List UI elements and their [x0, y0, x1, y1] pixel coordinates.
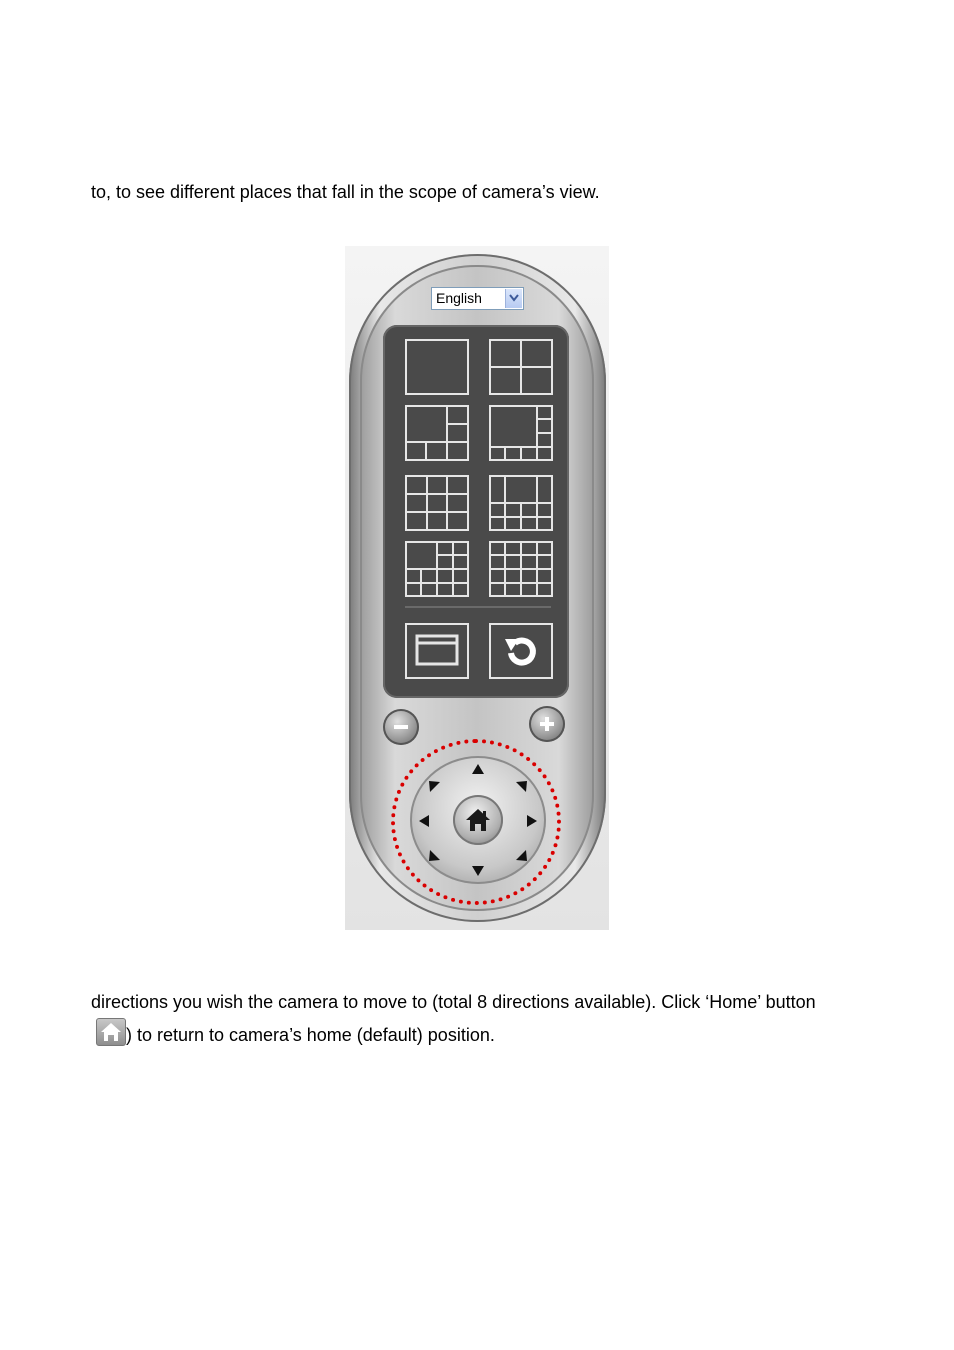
layout-4-view-button[interactable] [489, 339, 553, 395]
minus-icon [391, 717, 411, 737]
pan-down-right-button[interactable] [514, 848, 530, 864]
arrow-down-left-icon [426, 848, 442, 864]
pan-down-button[interactable] [470, 862, 486, 878]
panel-divider [405, 606, 551, 608]
language-select[interactable] [431, 287, 524, 310]
zoom-out-button[interactable] [383, 709, 419, 745]
arrow-up-left-icon [426, 778, 442, 794]
pan-down-left-button[interactable] [426, 848, 442, 864]
paragraph-top: to, to see different places that fall in the scope of camera’s view. [91, 182, 600, 202]
layout-12-view-button[interactable] [405, 541, 469, 597]
arrow-left-icon [416, 813, 432, 829]
layout-13-icon [489, 475, 553, 531]
home-icon [96, 1018, 126, 1046]
chevron-down-icon[interactable] [505, 289, 522, 308]
pan-left-button[interactable] [416, 813, 432, 829]
pan-up-button[interactable] [470, 762, 486, 778]
layout-16-icon [489, 541, 553, 597]
layout-6-view-button[interactable] [405, 405, 469, 461]
layout-12-icon [405, 541, 469, 597]
layout-9-view-button[interactable] [405, 475, 469, 531]
home-icon [464, 806, 492, 834]
layout-1-view-button[interactable] [405, 339, 469, 395]
window-icon [405, 623, 469, 679]
language-select-value: English [436, 290, 482, 306]
arrow-up-icon [470, 762, 486, 778]
pan-up-left-button[interactable] [426, 778, 442, 794]
refresh-button[interactable] [489, 623, 553, 679]
pan-right-button[interactable] [524, 813, 540, 829]
paragraph-bottom-line1: directions you wish the camera to move to (total 8 directions available). Click ‘Home’ button [91, 992, 816, 1012]
arrow-right-icon [524, 813, 540, 829]
layout-8-view-button[interactable] [489, 405, 553, 461]
plus-icon [537, 714, 557, 734]
direction-pad[interactable] [410, 756, 546, 884]
layout-8-icon [489, 405, 553, 461]
pan-up-right-button[interactable] [514, 778, 530, 794]
layout-16-view-button[interactable] [489, 541, 553, 597]
arrow-up-right-icon [514, 778, 530, 794]
camera-control-panel [345, 246, 609, 930]
zoom-in-button[interactable] [529, 706, 565, 742]
full-screen-button[interactable] [405, 623, 469, 679]
paragraph-bottom-line2: ) to return to camera’s home (default) position. [126, 1025, 495, 1045]
layout-6-icon [405, 405, 469, 461]
layout-9-icon [405, 475, 469, 531]
refresh-icon [489, 623, 553, 679]
arrow-down-right-icon [514, 848, 530, 864]
layout-13-view-button[interactable] [489, 475, 553, 531]
arrow-down-icon [470, 862, 486, 878]
paragraph-bottom [91, 986, 816, 1051]
layout-1-icon [405, 339, 469, 395]
layout-panel [383, 325, 569, 698]
layout-4-icon [489, 339, 553, 395]
home-position-button[interactable] [453, 795, 503, 845]
